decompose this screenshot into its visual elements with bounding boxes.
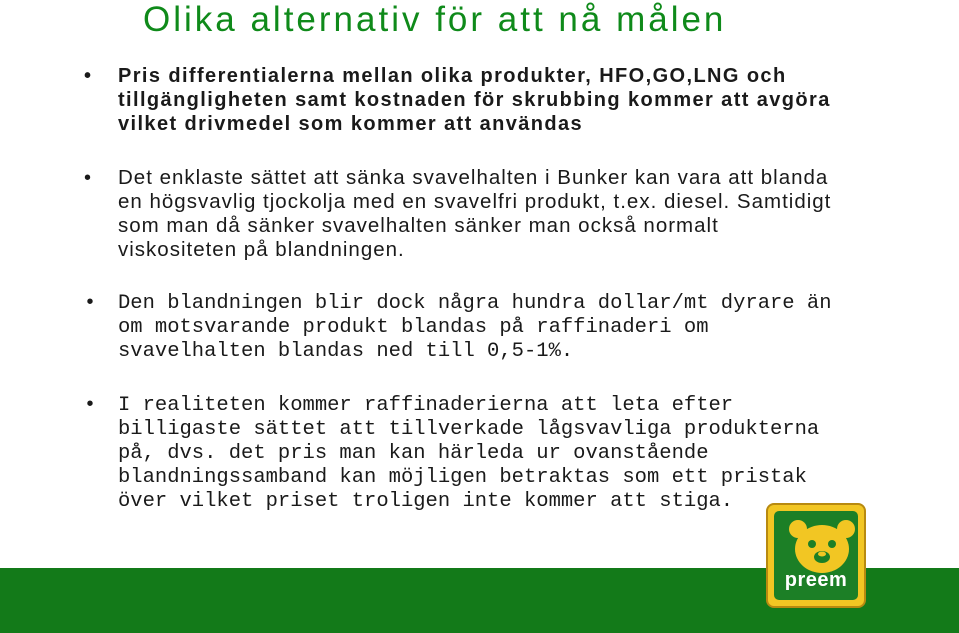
bullet-marker: •: [84, 292, 97, 315]
bullet-text: Pris differentialerna mellan olika produkter, HFO,GO,LNG och tillgängligheten samt kostnaden för skrubbing kommer att avgöra vilket drivmedel som kommer att användas: [118, 65, 831, 135]
bullet-text: Den blandningen blir dock några hundra dollar/mt dyrare än om motsvarande produkt blandas på raffinaderi om svavelhalten blandas ned till 0,5-1%.: [118, 292, 832, 363]
bullet-text: I realiteten kommer raffinaderierna att leta efter billigaste sättet att tillverkade lågsvavliga produkterna på, dvs. det pris man kan härleda ur ovanstående blandningssamband kan möjligen betraktas som ett pristak över vilket priset troligen inte kommer att stiga.: [118, 394, 820, 513]
logo-field: [774, 511, 858, 600]
bullet-list: [84, 64, 844, 536]
bullet-item: [84, 166, 844, 262]
bear-face-icon: [784, 517, 858, 575]
preem-logo: [766, 503, 866, 608]
slide-title: Olika alternativ för att nå målen: [143, 0, 727, 39]
bullet-marker: •: [84, 65, 93, 87]
bullet-item: [84, 292, 844, 364]
bullet-text: Det enklaste sättet att sänka svavelhalten i Bunker kan vara att blanda en högsvavlig tjockolja med en svavelfri produkt, t.ex. diesel. Samtidigt som man då sänker svavelhalten sänker man också normalt viskositeten på blandningen.: [118, 166, 832, 261]
logo-wordmark: preem: [784, 569, 848, 591]
bullet-item: [84, 64, 844, 136]
bullet-marker: •: [84, 167, 93, 189]
bullet-marker: •: [84, 394, 97, 417]
bullet-item: [84, 394, 844, 514]
